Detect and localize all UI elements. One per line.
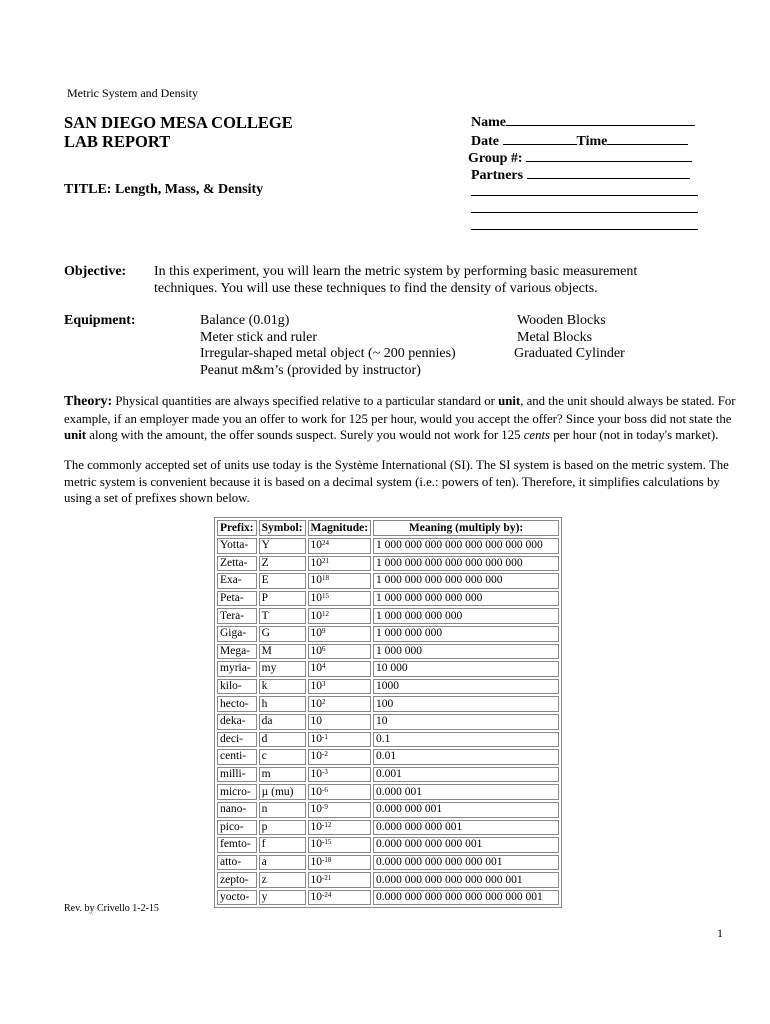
magnitude-cell <box>308 837 372 853</box>
magnitude-base: 10 <box>310 838 323 851</box>
magnitude-base: 10 <box>310 662 323 675</box>
magnitude-cell <box>308 872 372 888</box>
table-row <box>217 820 559 836</box>
table-row <box>217 732 559 748</box>
magnitude-exponent: -1 <box>322 732 328 741</box>
table-row <box>217 679 559 695</box>
meaning-cell: 0.001 <box>373 767 559 783</box>
prefix-cell: deci- <box>217 732 257 748</box>
prefix-cell: yocto- <box>217 890 257 906</box>
prefix-cell: Mega- <box>217 644 257 660</box>
group-label: Group #: <box>468 151 523 166</box>
table-row <box>217 802 559 818</box>
magnitude-cell <box>308 890 372 906</box>
magnitude-cell <box>308 538 372 554</box>
theory-paragraph-2: The commonly accepted set of units use today is the Système International (SI). The SI system is based on the metric system. The metric system is convenient because it is based on a decimal system (i.e.: powers of ten). Therefore, it simplifies calculations by using a set of prefixes shown below. <box>64 458 729 506</box>
report-heading: LAB REPORT <box>64 132 171 151</box>
si-prefix-table <box>214 517 562 908</box>
table-row <box>217 626 559 642</box>
theory-text: along with the amount, the offer sounds suspect. Surely you would not work for 125 <box>86 428 524 443</box>
theory-emphasis: unit <box>498 394 521 408</box>
magnitude-cell <box>308 749 372 765</box>
magnitude-exponent: 9 <box>322 627 326 636</box>
group-field[interactable] <box>468 150 700 167</box>
partners-label: Partners <box>471 168 524 183</box>
table-row <box>217 573 559 589</box>
magnitude-cell <box>308 573 372 589</box>
table-row <box>217 644 559 660</box>
prefix-cell: atto- <box>217 855 257 871</box>
time-blank[interactable] <box>607 133 688 145</box>
partners-line-4[interactable] <box>471 229 698 230</box>
prefix-cell: Giga- <box>217 626 257 642</box>
prefix-cell: centi- <box>217 749 257 765</box>
magnitude-cell <box>308 608 372 624</box>
prefix-cell: Exa- <box>217 573 257 589</box>
prefix-cell: Tera- <box>217 608 257 624</box>
prefix-cell: Peta- <box>217 591 257 607</box>
magnitude-exponent: -21 <box>322 873 332 882</box>
prefix-cell: Yotta- <box>217 538 257 554</box>
magnitude-base: 10 <box>310 644 323 657</box>
symbol-cell: m <box>259 767 306 783</box>
meaning-cell: 0.000 000 000 000 000 001 <box>373 855 559 871</box>
date-time-field[interactable] <box>471 133 701 150</box>
magnitude-base: 10 <box>310 574 323 587</box>
equipment-item: Irregular-shaped metal object (~ 200 pennies) <box>200 346 456 361</box>
magnitude-cell <box>308 767 372 783</box>
magnitude-exponent: 6 <box>322 644 326 653</box>
equipment-item: Balance (0.01g) <box>200 313 290 328</box>
magnitude-exponent: -12 <box>322 820 332 829</box>
equipment-item: Peanut m&m’s (provided by instructor) <box>200 363 421 378</box>
table-row <box>217 837 559 853</box>
equipment-item: Wooden Blocks <box>517 313 606 328</box>
magnitude-base: 10 <box>310 627 323 640</box>
magnitude-exponent: 21 <box>322 556 330 565</box>
meaning-cell: 0.000 000 000 000 000 000 001 <box>373 872 559 888</box>
theory-paragraph <box>64 393 744 444</box>
meaning-cell: 1 000 000 000 000 000 <box>373 591 559 607</box>
magnitude-base: 10 <box>310 750 323 763</box>
date-blank[interactable] <box>503 133 577 145</box>
table-row <box>217 749 559 765</box>
magnitude-cell <box>308 626 372 642</box>
magnitude-base: 10 <box>310 891 323 904</box>
magnitude-cell <box>308 556 372 572</box>
symbol-cell: d <box>259 732 306 748</box>
meaning-cell: 1 000 000 000 <box>373 626 559 642</box>
magnitude-base: 10 <box>310 855 323 868</box>
symbol-cell: T <box>259 608 306 624</box>
prefix-cell: deka- <box>217 714 257 730</box>
symbol-cell: z <box>259 872 306 888</box>
magnitude-base: 10 <box>310 873 323 886</box>
table-row <box>217 784 559 800</box>
time-label: Time <box>576 134 608 149</box>
table-row <box>217 890 559 906</box>
symbol-cell: a <box>259 855 306 871</box>
report-title: TITLE: Length, Mass, & Density <box>64 182 264 197</box>
meaning-cell: 1 000 000 <box>373 644 559 660</box>
magnitude-exponent: -6 <box>322 785 328 794</box>
magnitude-cell <box>308 855 372 871</box>
theory-italic: cents <box>523 428 551 443</box>
magnitude-base: 10 <box>310 539 323 552</box>
magnitude-base: 10 <box>310 592 323 605</box>
partners-field[interactable] <box>471 167 701 184</box>
magnitude-base: 10 <box>310 697 323 710</box>
theory-text: per hour (not in today's market). <box>550 428 719 443</box>
symbol-cell: Y <box>259 538 306 554</box>
objective-label: Objective: <box>64 264 127 279</box>
partners-line-3[interactable] <box>471 212 698 213</box>
theory-text: , and the unit should always be stated. For example, if an employer made you an offer to work for 125 per hour, would you accept the offer? Since your boss did not state the <box>64 394 736 426</box>
page-number: 1 <box>717 926 723 940</box>
meaning-cell: 0.1 <box>373 732 559 748</box>
magnitude-base: 10 <box>310 680 323 693</box>
meaning-cell: 0.000 000 000 000 001 <box>373 837 559 853</box>
symbol-cell: n <box>259 802 306 818</box>
magnitude-exponent: -3 <box>322 768 328 777</box>
partners-blank[interactable] <box>527 167 690 179</box>
meaning-cell: 1 000 000 000 000 000 000 000 <box>373 556 559 572</box>
symbol-cell: p <box>259 820 306 836</box>
meaning-cell: 1 000 000 000 000 000 000 <box>373 573 559 589</box>
magnitude-base: 10 <box>310 609 323 622</box>
magnitude-cell <box>308 820 372 836</box>
name-field[interactable] <box>471 114 701 131</box>
magnitude-cell <box>308 802 372 818</box>
meaning-cell: 0.01 <box>373 749 559 765</box>
name-blank[interactable] <box>506 114 695 126</box>
magnitude-base: 10 <box>310 785 323 798</box>
magnitude-exponent: -2 <box>322 750 328 759</box>
table-row <box>217 661 559 677</box>
table-row <box>217 591 559 607</box>
magnitude-cell <box>308 714 372 730</box>
magnitude-exponent: -15 <box>322 838 332 847</box>
header-meaning: Meaning (multiply by): <box>373 520 559 536</box>
magnitude-cell <box>308 644 372 660</box>
magnitude-exponent: 18 <box>322 574 330 583</box>
magnitude-exponent: 3 <box>322 680 326 689</box>
symbol-cell: my <box>259 661 306 677</box>
equipment-label: Equipment: <box>64 313 136 328</box>
theory-text: Physical quantities are always specified relative to a particular standard or <box>115 394 499 408</box>
table-row <box>217 872 559 888</box>
magnitude-cell <box>308 784 372 800</box>
symbol-cell: h <box>259 696 306 712</box>
header-symbol: Symbol: <box>259 520 306 536</box>
magnitude-exponent: 24 <box>322 539 330 548</box>
date-label: Date <box>471 134 499 149</box>
table-row <box>217 696 559 712</box>
symbol-cell: k <box>259 679 306 695</box>
meaning-cell: 10 000 <box>373 661 559 677</box>
magnitude-exponent: -18 <box>322 855 332 864</box>
partners-line-2[interactable] <box>471 195 698 196</box>
symbol-cell: da <box>259 714 306 730</box>
prefix-cell: kilo- <box>217 679 257 695</box>
magnitude-exponent: -24 <box>322 891 332 900</box>
table-row <box>217 855 559 871</box>
revision-note: Rev. by Crivello 1-2-15 <box>64 903 159 914</box>
meaning-cell: 1000 <box>373 679 559 695</box>
prefix-cell: Zetta- <box>217 556 257 572</box>
magnitude-base: 10 <box>310 768 323 781</box>
magnitude-exponent: 12 <box>322 609 330 618</box>
prefix-cell: micro- <box>217 784 257 800</box>
magnitude-cell <box>308 732 372 748</box>
symbol-cell: f <box>259 837 306 853</box>
symbol-cell: c <box>259 749 306 765</box>
meaning-cell: 0.000 001 <box>373 784 559 800</box>
magnitude-exponent: 2 <box>322 697 326 706</box>
table-header-row <box>217 520 559 536</box>
meaning-cell: 1 000 000 000 000 <box>373 608 559 624</box>
header-magnitude: Magnitude: <box>308 520 372 536</box>
equipment-item: Graduated Cylinder <box>514 346 625 361</box>
objective-line-1: In this experiment, you will learn the metric system by performing basic measurement <box>154 264 638 279</box>
meaning-cell: 10 <box>373 714 559 730</box>
college-name: SAN DIEGO MESA COLLEGE <box>64 113 293 132</box>
meaning-cell: 100 <box>373 696 559 712</box>
symbol-cell: G <box>259 626 306 642</box>
meaning-cell: 0.000 000 000 001 <box>373 820 559 836</box>
symbol-cell: E <box>259 573 306 589</box>
symbol-cell: Z <box>259 556 306 572</box>
magnitude-base: 10 <box>310 715 323 728</box>
table-row <box>217 714 559 730</box>
theory-label: Theory: <box>64 394 113 409</box>
table-row <box>217 767 559 783</box>
equipment-item: Meter stick and ruler <box>200 330 318 345</box>
table-row <box>217 538 559 554</box>
prefix-cell: femto- <box>217 837 257 853</box>
document-subtitle: Metric System and Density <box>67 86 198 100</box>
group-blank[interactable] <box>526 150 692 162</box>
prefix-cell: nano- <box>217 802 257 818</box>
magnitude-base: 10 <box>310 556 323 569</box>
magnitude-cell <box>308 661 372 677</box>
objective-line-2: techniques. You will use these techniques to find the density of various objects. <box>154 281 598 296</box>
meaning-cell: 0.000 000 000 000 000 000 000 001 <box>373 890 559 906</box>
meaning-cell: 0.000 000 001 <box>373 802 559 818</box>
equipment-item: Metal Blocks <box>517 330 593 345</box>
magnitude-base: 10 <box>310 732 323 745</box>
magnitude-base: 10 <box>310 820 323 833</box>
magnitude-exponent: 15 <box>322 592 330 601</box>
header-prefix: Prefix: <box>217 520 257 536</box>
table-row <box>217 556 559 572</box>
symbol-cell: µ (mu) <box>259 784 306 800</box>
prefix-cell: milli- <box>217 767 257 783</box>
name-label: Name <box>471 115 506 130</box>
magnitude-exponent: 4 <box>322 662 326 671</box>
magnitude-cell <box>308 591 372 607</box>
theory-emphasis: unit <box>64 428 87 443</box>
magnitude-cell <box>308 679 372 695</box>
prefix-cell: pico- <box>217 820 257 836</box>
prefix-cell: zepto- <box>217 872 257 888</box>
table-row <box>217 608 559 624</box>
magnitude-exponent: -9 <box>322 803 328 812</box>
symbol-cell: y <box>259 890 306 906</box>
magnitude-cell <box>308 696 372 712</box>
meaning-cell: 1 000 000 000 000 000 000 000 000 <box>373 538 559 554</box>
prefix-cell: myria- <box>217 661 257 677</box>
symbol-cell: M <box>259 644 306 660</box>
magnitude-base: 10 <box>310 803 323 816</box>
symbol-cell: P <box>259 591 306 607</box>
prefix-cell: hecto- <box>217 696 257 712</box>
